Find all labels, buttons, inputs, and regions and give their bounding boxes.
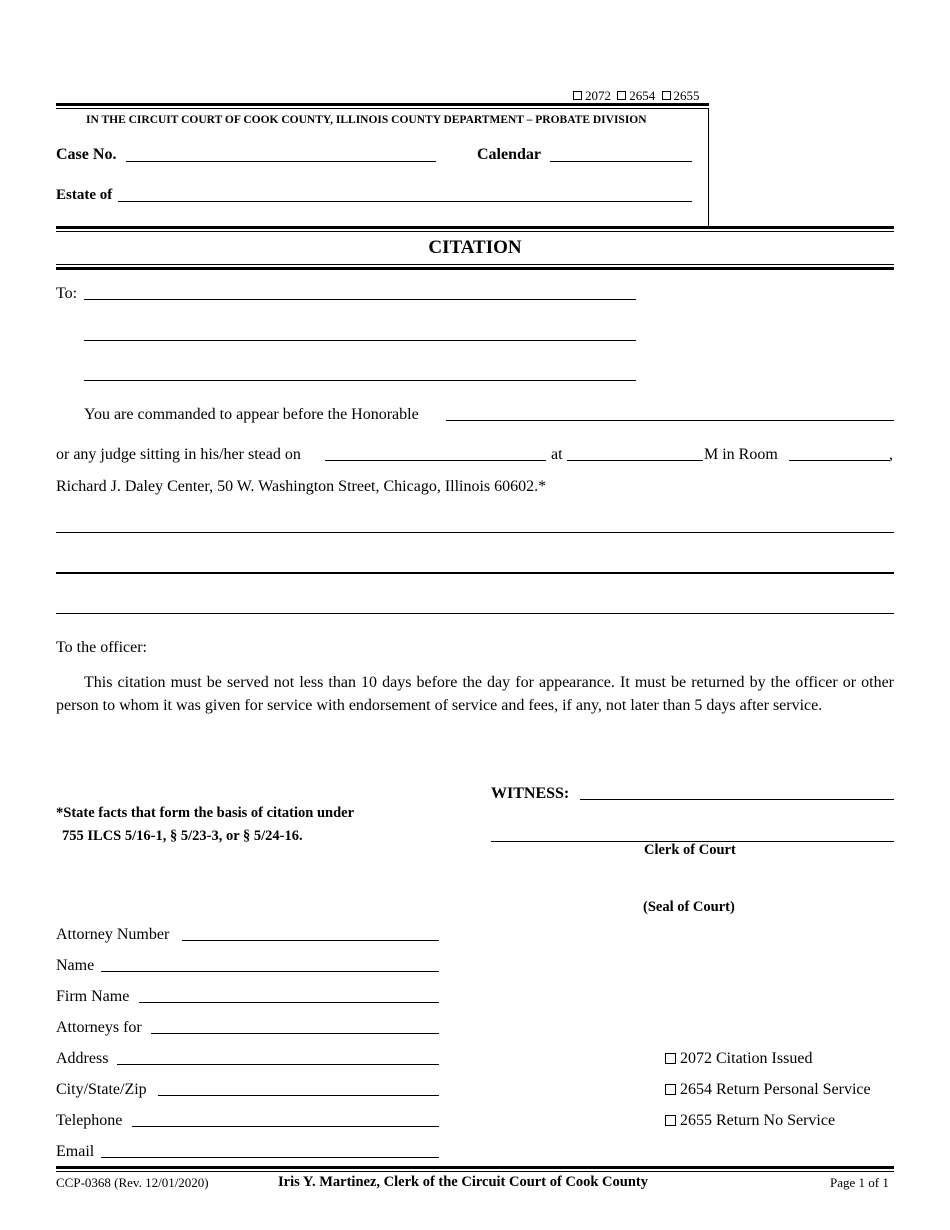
name-field[interactable] <box>101 971 439 972</box>
checkbox-2072[interactable] <box>573 91 582 100</box>
address-text: Richard J. Daley Center, 50 W. Washington Street, Chicago, Illinois 60602.* <box>56 478 547 495</box>
attorney-number-field[interactable] <box>182 940 439 941</box>
title-top-rule-thin <box>56 231 894 232</box>
comma: , <box>889 446 893 463</box>
footer-rule <box>56 1166 894 1169</box>
estate-field[interactable] <box>118 201 692 202</box>
footnote-line-2: 755 ILCS 5/16-1, § 5/23-3, or § 5/24-16. <box>62 828 303 844</box>
email-label: Email <box>56 1143 95 1160</box>
city-state-zip-label: City/State/Zip <box>56 1081 147 1098</box>
telephone-label: Telephone <box>56 1112 123 1129</box>
form-id: CCP-0368 (Rev. 12/01/2020) <box>56 1175 209 1190</box>
command-text: You are commanded to appear before the Honorable <box>84 406 419 423</box>
to-field-2[interactable] <box>84 340 636 341</box>
to-label: To: <box>56 285 78 302</box>
to-field-1[interactable] <box>84 299 636 300</box>
email-field[interactable] <box>101 1157 439 1158</box>
attorney-number-label: Attorney Number <box>56 926 170 943</box>
facts-field-2[interactable] <box>56 572 894 574</box>
time-field[interactable] <box>567 460 703 461</box>
checkbox-2655[interactable] <box>662 91 671 100</box>
seal-label: (Seal of Court) <box>643 899 735 915</box>
estate-label: Estate of <box>56 187 113 203</box>
facts-field-1[interactable] <box>56 532 894 533</box>
to-field-3[interactable] <box>84 380 636 381</box>
firm-name-field[interactable] <box>139 1002 439 1003</box>
officer-label: To the officer: <box>56 639 147 656</box>
footnote-line-1: *State facts that form the basis of citation under <box>56 805 355 821</box>
calendar-label: Calendar <box>477 146 541 163</box>
title-top-rule <box>56 226 894 229</box>
witness-label: WITNESS: <box>491 785 570 802</box>
checkbox-icon[interactable] <box>665 1053 676 1064</box>
footer-clerk: Iris Y. Martinez, Clerk of the Circuit Court of Cook County <box>278 1174 648 1190</box>
header-vertical-rule <box>708 108 709 226</box>
date-field[interactable] <box>325 460 546 461</box>
witness-field[interactable] <box>580 799 894 800</box>
attorneys-for-label: Attorneys for <box>56 1019 142 1036</box>
judge-text: or any judge sitting in his/her stead on <box>56 446 301 463</box>
title-bottom-rule-thin <box>56 264 894 265</box>
address-label: Address <box>56 1050 109 1067</box>
attorneys-for-field[interactable] <box>151 1033 439 1034</box>
address-field[interactable] <box>117 1064 439 1065</box>
clerk-label: Clerk of Court <box>644 842 736 858</box>
facts-field-3[interactable] <box>56 613 894 614</box>
judge-name-field[interactable] <box>446 420 894 421</box>
case-no-field[interactable] <box>126 161 436 162</box>
officer-text: This citation must be served not less than 10 days before the day for appearance. It must be returned by the officer or other person to whom it was given for service with endorsement of service and fees, if any, not later than 5 days after service. <box>56 674 894 714</box>
header-top-rule <box>56 103 709 106</box>
checkbox-return-no-service[interactable]: 2655 Return No Service <box>665 1112 835 1130</box>
title-bottom-rule <box>56 267 894 270</box>
court-title: IN THE CIRCUIT COURT OF COOK COUNTY, ILLINOIS COUNTY DEPARTMENT – PROBATE DIVISION <box>86 114 647 126</box>
checkbox-return-personal-service[interactable]: 2654 Return Personal Service <box>665 1081 871 1099</box>
city-state-zip-field[interactable] <box>158 1095 439 1096</box>
checkbox-icon[interactable] <box>665 1084 676 1095</box>
room-field[interactable] <box>789 460 890 461</box>
telephone-field[interactable] <box>132 1126 439 1127</box>
form-title: CITATION <box>428 237 522 258</box>
at-label: at <box>551 446 563 463</box>
case-no-label: Case No. <box>56 146 117 163</box>
footer-rule-thin <box>56 1171 894 1172</box>
firm-name-label: Firm Name <box>56 988 130 1005</box>
calendar-field[interactable] <box>550 161 692 162</box>
page-number: Page 1 of 1 <box>830 1175 889 1190</box>
name-label: Name <box>56 957 95 974</box>
checkbox-icon[interactable] <box>665 1115 676 1126</box>
m-room-label: M in Room <box>704 446 778 463</box>
checkbox-citation-issued[interactable]: 2072 Citation Issued <box>665 1050 812 1068</box>
header-top-rule-thin <box>56 108 709 109</box>
header-codes: 2072 2654 2655 <box>573 88 700 104</box>
checkbox-2654[interactable] <box>617 91 626 100</box>
